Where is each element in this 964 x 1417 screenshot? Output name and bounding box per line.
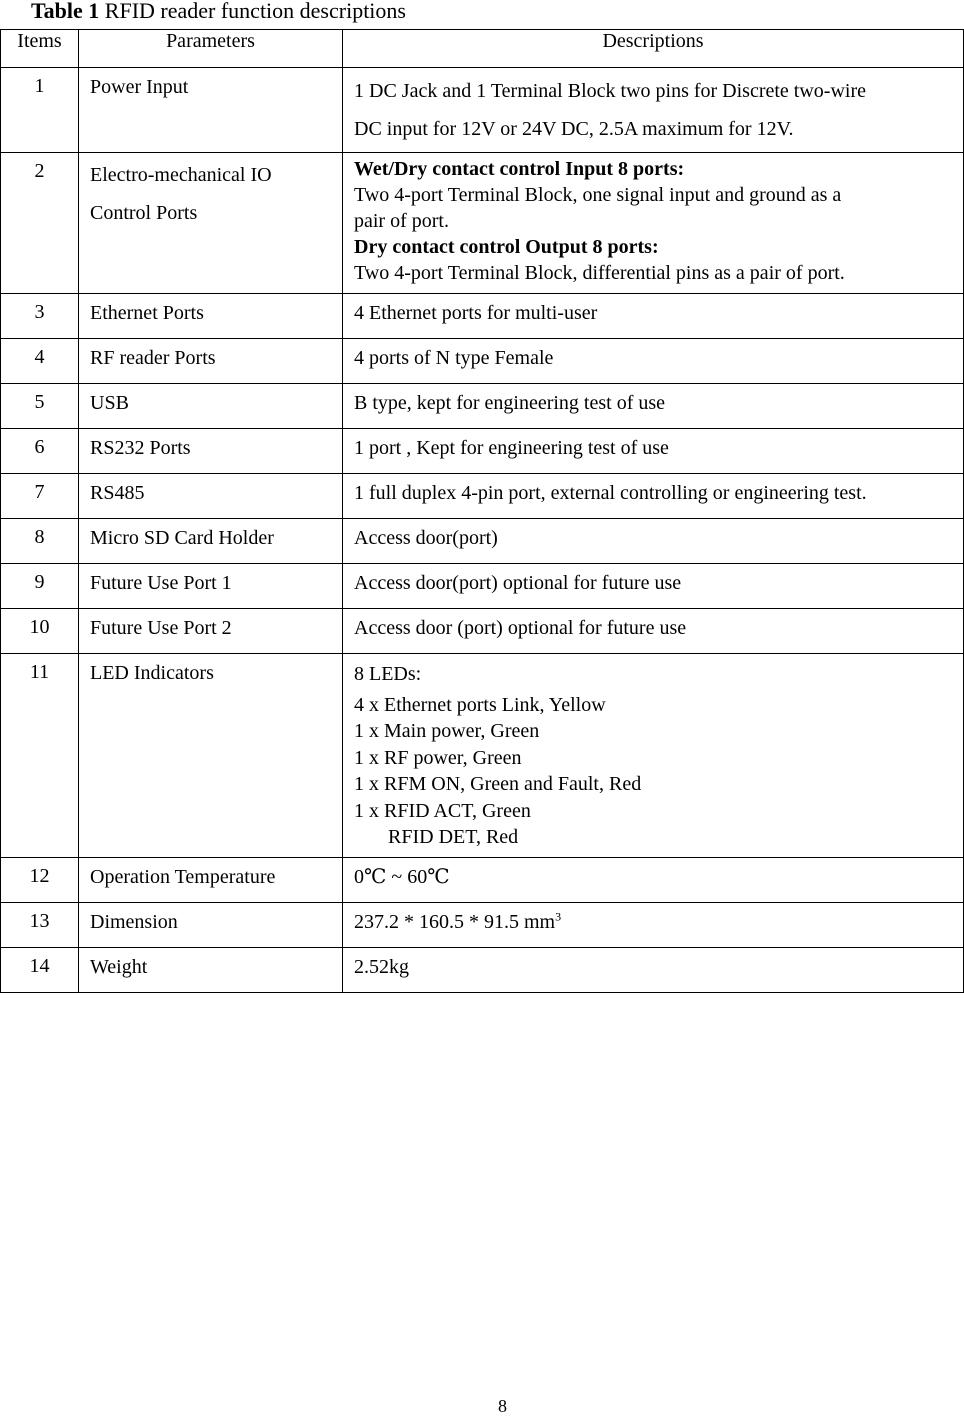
- description-line: Two 4-port Terminal Block, differential pins as a pair of port.: [354, 262, 845, 284]
- item-number: 8: [1, 519, 79, 564]
- description: [343, 903, 964, 948]
- item-number: 2: [1, 153, 79, 294]
- description: Access door (port) optional for future use: [343, 609, 964, 654]
- header-descriptions: Descriptions: [343, 30, 964, 68]
- description-line: 1 x Main power, Green: [354, 720, 540, 742]
- description: 1 full duplex 4-pin port, external controlling or engineering test.: [343, 474, 964, 519]
- table-row: [1, 519, 964, 564]
- table-header-row: [1, 30, 964, 68]
- parameter-name: Future Use Port 2: [79, 609, 343, 654]
- description-line: 1 x RFM ON, Green and Fault, Red: [354, 773, 642, 795]
- table-row: [1, 153, 964, 294]
- description-line: DC input for 12V or 24V DC, 2.5A maximum for 12V.: [354, 118, 794, 140]
- description: [343, 153, 964, 294]
- rfid-function-table: [0, 29, 964, 993]
- table-row: [1, 564, 964, 609]
- description-line: 8 LEDs:: [354, 663, 422, 685]
- parameter-name: Dimension: [79, 903, 343, 948]
- description: 4 Ethernet ports for multi-user: [343, 294, 964, 339]
- description-line: Two 4-port Terminal Block, one signal input and ground as a: [354, 184, 842, 206]
- item-number: 6: [1, 429, 79, 474]
- table-caption: [31, 0, 406, 24]
- header-items: Items: [1, 30, 79, 68]
- description-line: 1 DC Jack and 1 Terminal Block two pins for Discrete two-wire: [354, 80, 867, 102]
- description: 4 ports of N type Female: [343, 339, 964, 384]
- parameter-name: Future Use Port 1: [79, 564, 343, 609]
- description-line: pair of port.: [354, 210, 449, 232]
- item-number: 9: [1, 564, 79, 609]
- table-row: [1, 858, 964, 903]
- item-number: 3: [1, 294, 79, 339]
- item-number: 4: [1, 339, 79, 384]
- description-line: 4 x Ethernet ports Link, Yellow: [354, 693, 606, 716]
- table-row: [1, 68, 964, 153]
- table-row: [1, 609, 964, 654]
- description: 1 port , Kept for engineering test of use: [343, 429, 964, 474]
- table-row: [1, 384, 964, 429]
- parameter-name: Ethernet Ports: [79, 294, 343, 339]
- item-number: 12: [1, 858, 79, 903]
- description-line: 1 x RF power, Green: [354, 746, 522, 769]
- table-row: [1, 654, 964, 858]
- description: 0℃ ~ 60℃: [343, 858, 964, 903]
- description: 2.52kg: [343, 948, 964, 993]
- table-row: [1, 948, 964, 993]
- parameter-name: RS485: [79, 474, 343, 519]
- superscript: 3: [555, 909, 562, 924]
- description: [343, 68, 964, 153]
- table-caption-label: Table 1: [31, 0, 100, 23]
- header-parameters: Parameters: [79, 30, 343, 68]
- parameter-name: USB: [79, 384, 343, 429]
- parameter-name: LED Indicators: [79, 654, 343, 858]
- item-number: 5: [1, 384, 79, 429]
- table-row: [1, 294, 964, 339]
- description: Access door(port): [343, 519, 964, 564]
- description-heading: Dry contact control Output 8 ports:: [354, 236, 659, 258]
- description: Access door(port) optional for future use: [343, 564, 964, 609]
- table-caption-text: RFID reader function descriptions: [99, 0, 406, 23]
- parameter-name: Weight: [79, 948, 343, 993]
- item-number: 10: [1, 609, 79, 654]
- parameter-name: Operation Temperature: [79, 858, 343, 903]
- item-number: 11: [1, 654, 79, 858]
- item-number: 13: [1, 903, 79, 948]
- item-number: 1: [1, 68, 79, 153]
- description: [343, 654, 964, 858]
- page-number: 8: [498, 1396, 507, 1416]
- table-row: [1, 474, 964, 519]
- description-line: RFID DET, Red: [388, 826, 519, 848]
- parameter-name: Power Input: [79, 68, 343, 153]
- table-row: [1, 339, 964, 384]
- parameter-name: Micro SD Card Holder: [79, 519, 343, 564]
- table-row: [1, 429, 964, 474]
- parameter-line: Electro-mechanical IO: [90, 164, 272, 186]
- parameter-name: RF reader Ports: [79, 339, 343, 384]
- description: B type, kept for engineering test of use: [343, 384, 964, 429]
- table-row: [1, 903, 964, 948]
- description-text: 237.2 * 160.5 * 91.5 mm: [354, 911, 556, 933]
- parameter-name: [79, 153, 343, 294]
- item-number: 7: [1, 474, 79, 519]
- item-number: 14: [1, 948, 79, 993]
- parameter-name: RS232 Ports: [79, 429, 343, 474]
- parameter-line: Control Ports: [90, 202, 198, 224]
- description-line: 1 x RFID ACT, Green: [354, 799, 531, 822]
- description-heading: Wet/Dry contact control Input 8 ports:: [354, 158, 685, 180]
